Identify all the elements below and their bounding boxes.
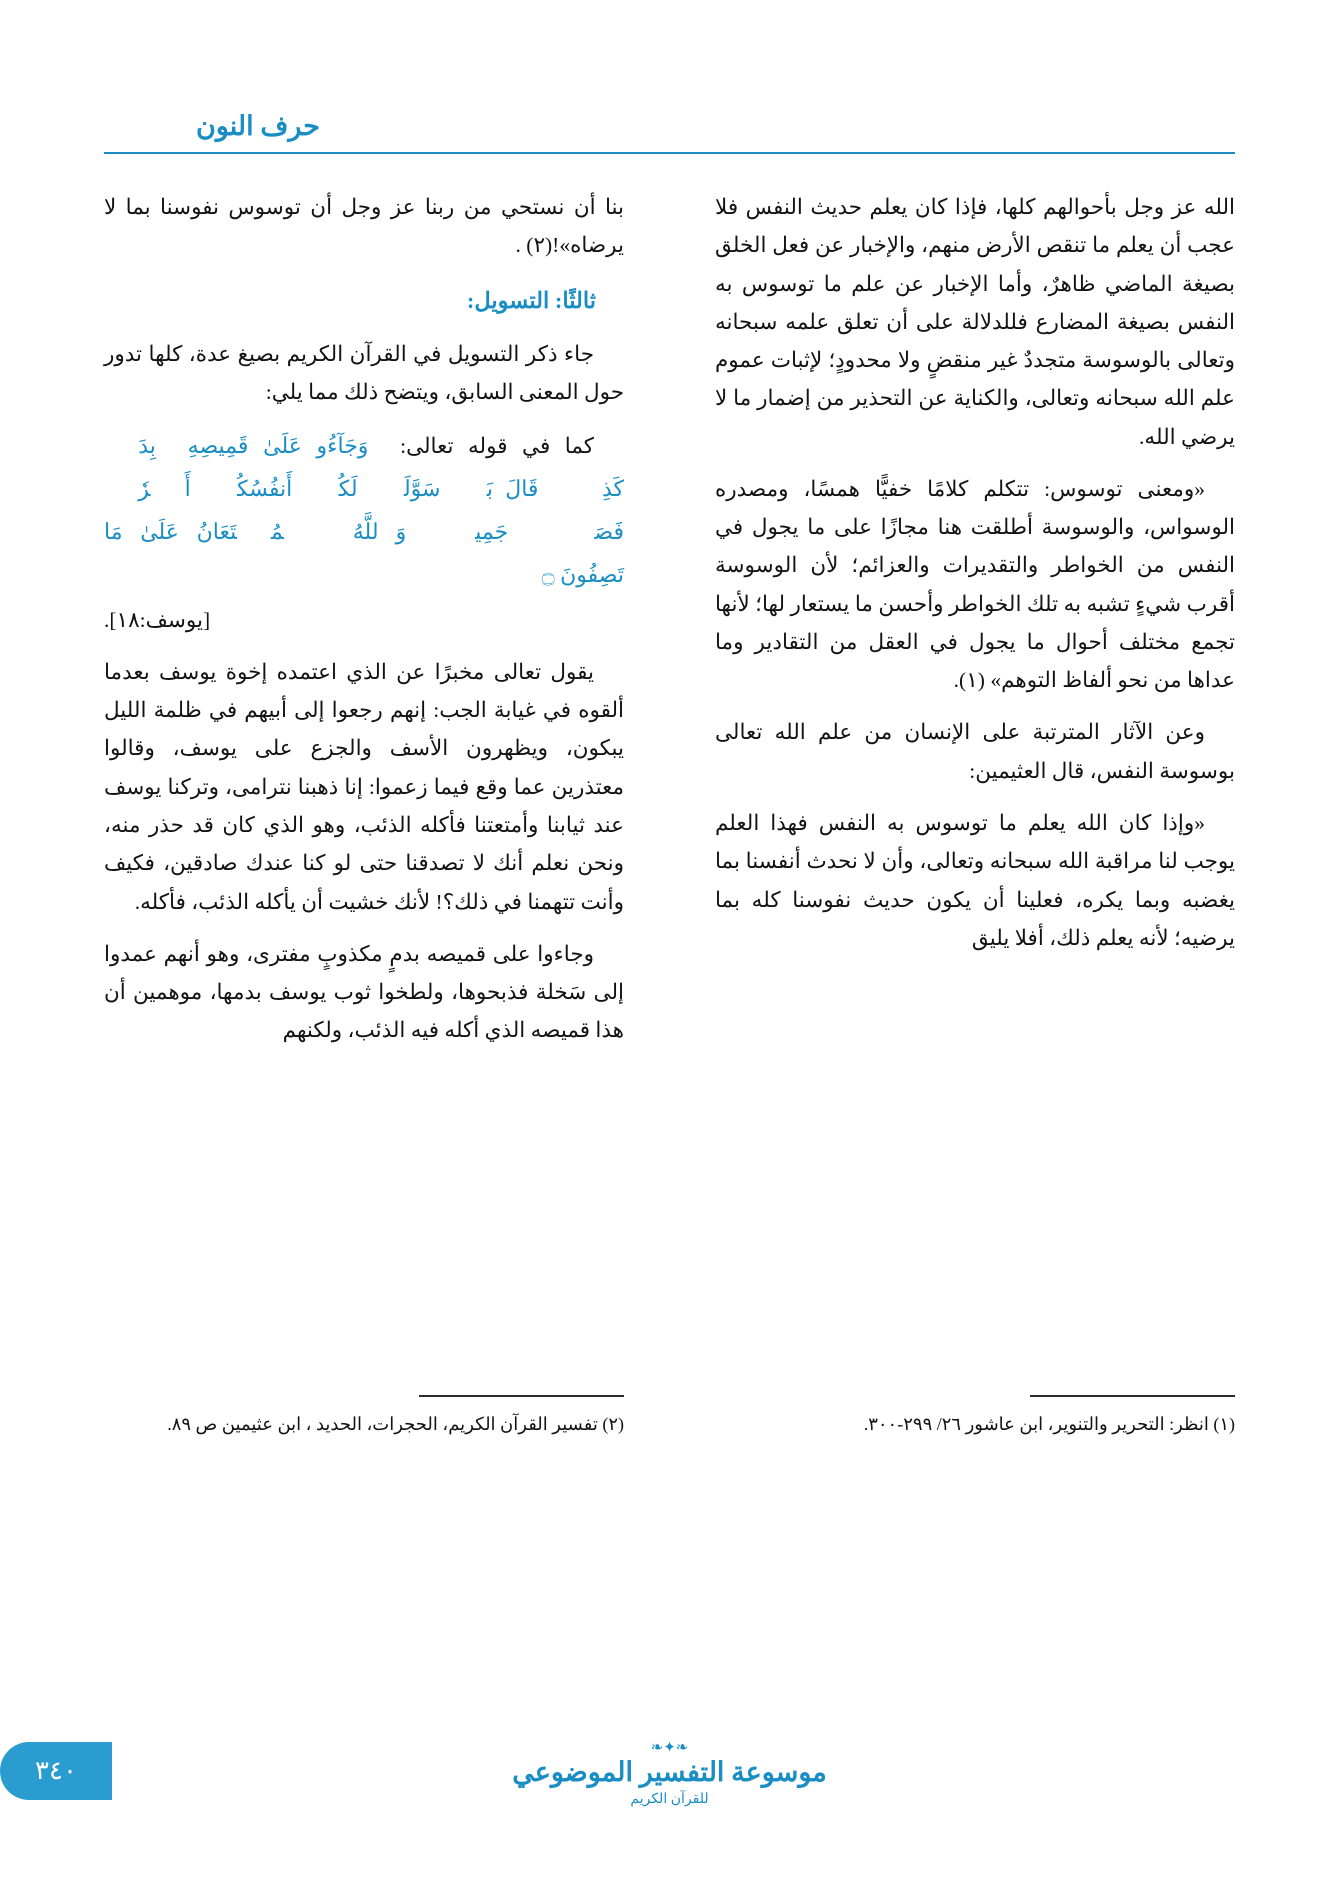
ornament-icon: ❧✦❧ <box>650 1739 689 1756</box>
footnote-divider <box>419 1395 624 1397</box>
paragraph: الله عز وجل بأحوالهم كلها، فإذا كان يعلم حديث النفس فلا عجب أن يعلم ما تنقص الأرض منهم، والإخبار عن فعل الخلق بصيغة الماضي ظاهرٌ، وأما الإخبار عن علم ما توسوس به النفس بصيغة المضارع فللدلالة على أن تعلق علمه سبحانه وتعالى بالوسوسة متجددٌ غير منقضٍ ولا محدودٍ؛ لإثبات عموم علم الله سبحانه وتعالى، والكناية عن التحذير من إضمار ما لا يرضي الله. <box>715 195 1235 449</box>
footnote-right <box>715 1395 1235 1439</box>
page-footer <box>0 1718 1339 1838</box>
page-number-badge: ٣٤٠ <box>0 1742 112 1800</box>
footnote-text: (٢) تفسير القرآن الكريم، الحجرات، الحديد ، ابن عثيمين ص ٨٩. <box>167 1413 624 1434</box>
paragraph: وجاءوا على قميصه بدمٍ مكذوبٍ مفترى، وهو أنهم عمدوا إلى سَخلة فذبحوها، ولطخوا ثوب يوسف بدمها، موهمين أن هذا قميصه الذي أكله فيه الذئب، ولكنهم <box>104 941 624 1043</box>
paragraph-intro: بنا أن نستحي من ربنا عز وجل أن توسوس نفوسنا بما لا يرضاه»!(٢) . <box>104 195 624 258</box>
column-left <box>104 188 624 1368</box>
header-divider <box>104 152 1235 155</box>
body-columns <box>104 188 1235 1368</box>
footnote-divider <box>1030 1395 1235 1397</box>
paragraph: جاء ذكر التسويل في القرآن الكريم بصيغ عدة، كلها تدور حول المعنى السابق، ويتضح ذلك مما يلي: <box>104 341 624 404</box>
column-right <box>715 188 1235 1368</box>
section-subheading: ثالثًا: التسويل: <box>466 287 596 313</box>
page-header <box>104 112 1235 154</box>
paragraph: «وإذا كان الله يعلم ما توسوس به النفس فهذا العلم يوجب لنا مراقبة الله سبحانه وتعالى، وأن لا نحدث أنفسنا بما يغضبه وبما يكره، فعلينا أن يكون حديث نفوسنا كله بما يرضيه؛ لأنه يعلم ذلك، أفلا يليق <box>715 810 1235 950</box>
quran-reference: [يوسف:١٨]. <box>104 607 211 632</box>
quran-lead-text: كما في قوله تعالى: <box>400 434 594 459</box>
logo-title: موسوعة التفسير الموضوعي <box>512 1756 827 1787</box>
quran-verse: ﴿وَجَآءُو عَلَىٰ قَمِيصِهِۦ بِدَمٖ كَذِبٖۚ قَالَ بَلۡ سَوَّلَتۡ لَكُمۡ أَنفُسُكُمۡ أَمۡرٗاۖ فَصَبۡرٞ جَمِيلٞۖ وَٱللَّهُ ٱلۡمُسۡتَعَانُ عَلَىٰ مَا تَصِفُونَ ۝ <box>104 433 624 587</box>
footnotes-area <box>104 1395 1235 1439</box>
paragraph: يقول تعالى مخبرًا عن الذي اعتمده إخوة يوسف بعدما ألقوه في غيابة الجب: إنهم رجعوا إلى أبيهم في ظلمة الليل يبكون، ويظهرون الأسف والجزع على يوسف، وقالوا معتذرين عما وقع فيما زعموا: إنا ذهبنا نترامى، وتركنا يوسف عند ثيابنا وأمتعتنا فأكله الذئب، وهو الذي كان قد حذر منه، ونحن نعلم أنك لا تصدقنا حتى لو كنا عندك صادقين، فكيف وأنت تتهمنا في ذلك؟! لأنك خشيت أن يأكله الذئب، فأكله. <box>104 659 624 914</box>
header-title: حرف النون <box>196 111 320 141</box>
logo-subtitle: للقرآن الكريم <box>630 1792 709 1807</box>
paragraph: وعن الآثار المترتبة على الإنسان من علم الله تعالى بوسوسة النفس، قال العثيمين: <box>715 720 1235 783</box>
footnote-left <box>104 1395 624 1439</box>
paragraph-quran-lead <box>104 425 624 597</box>
paragraph: «ومعنى توسوس: تتكلم كلامًا خفيًّا همسًا، ومصدره الوسواس، والوسوسة أطلقت هنا مجازًا على ما يجول في النفس من الخواطر والتقديرات والعزائم؛ لأن الوسوسة أقرب شيءٍ تشبه به تلك الخواطر وأحسن ما يستعار لها؛ لأنها تجمع مختلف أحوال ما يجول في العقل من التقادير وما عداها من نحو ألفاظ التوهم» (١). <box>715 476 1235 693</box>
publisher-logo <box>460 1741 880 1808</box>
footnote-text: (١) انظر: التحرير والتنوير، ابن عاشور ٢٦/ ٢٩٩-٣٠٠. <box>863 1413 1235 1434</box>
